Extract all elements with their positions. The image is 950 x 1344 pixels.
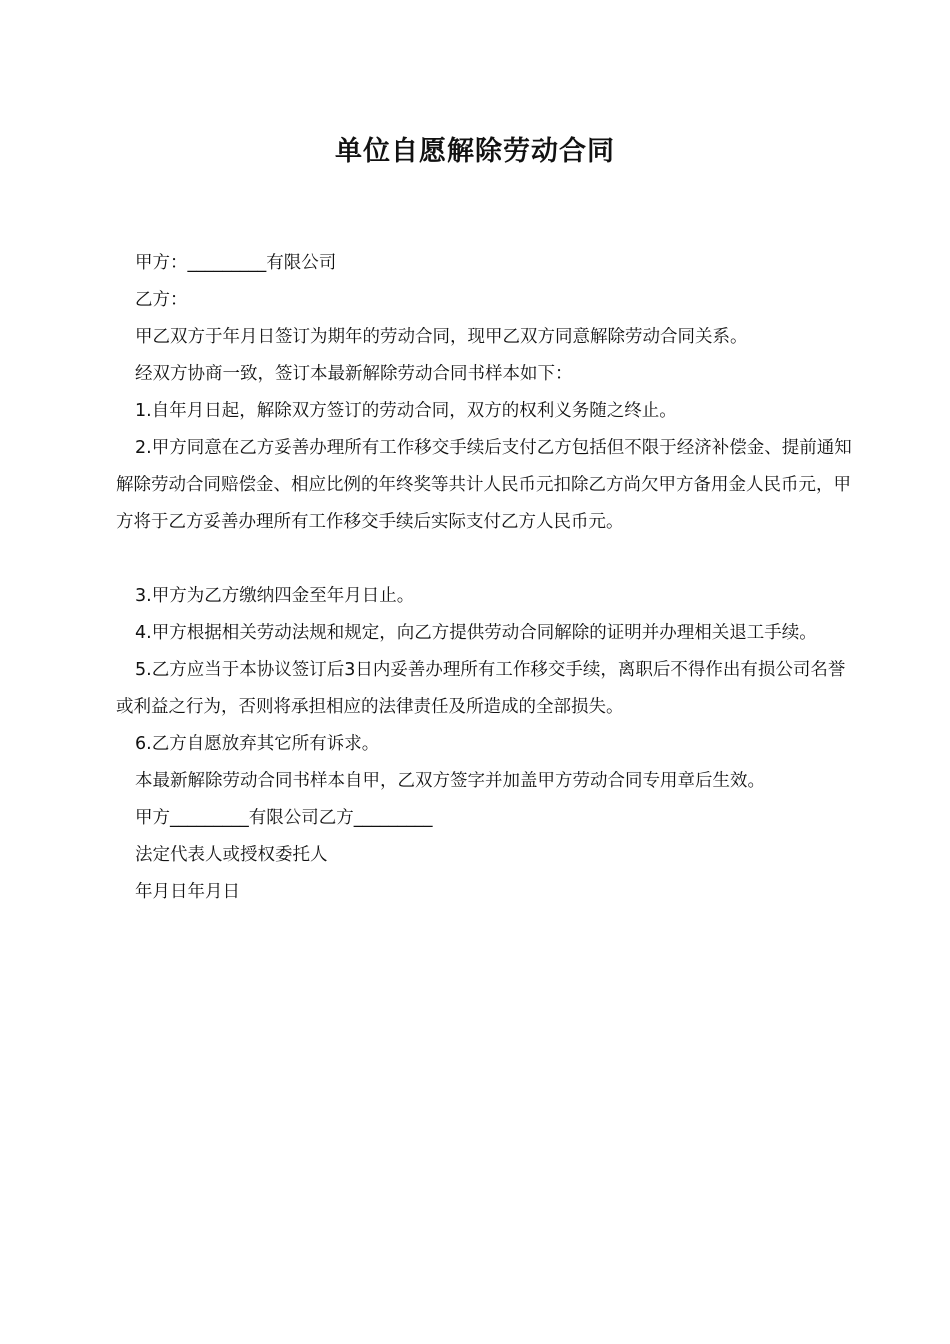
clause-2: 2.甲方同意在乙方妥善办理所有工作移交手续后支付乙方包括但不限于经济补偿金、提前通知解除劳动合同赔偿金、相应比例的年终奖等共计人民币元扣除乙方尚欠甲方备用金人民币元，甲方将于乙方妥善办理所有工作移交手续后实际支付乙方人民币元。	[116, 438, 852, 532]
effective-paragraph: 本最新解除劳动合同书样本自甲，乙双方签字并加盖甲方劳动合同专用章后生效。	[135, 771, 765, 791]
paragraph-gap	[116, 541, 852, 578]
document-title: 单位自愿解除劳动合同	[335, 136, 615, 167]
clause-3: 3.甲方为乙方缴纳四金至年月日止。	[135, 586, 415, 606]
signature-parties-line: 甲方_________有限公司乙方_________	[135, 808, 433, 828]
representative-line: 法定代表人或授权委托人	[135, 845, 328, 865]
party-a-line: 甲方：_________有限公司	[135, 253, 337, 273]
clause-1: 1.自年月日起，解除双方签订的劳动合同，双方的权利义务随之终止。	[135, 401, 677, 421]
agreement-paragraph: 经双方协商一致，签订本最新解除劳动合同书样本如下：	[135, 364, 573, 384]
clause-6: 6.乙方自愿放弃其它所有诉求。	[135, 734, 380, 754]
date-line: 年月日年月日	[135, 882, 240, 902]
document-body	[116, 245, 852, 911]
intro-paragraph: 甲乙双方于年月日签订为期年的劳动合同，现甲乙双方同意解除劳动合同关系。	[135, 327, 748, 347]
clause-4: 4.甲方根据相关劳动法规和规定，向乙方提供劳动合同解除的证明并办理相关退工手续。	[135, 623, 817, 643]
clause-5: 5.乙方应当于本协议签订后3日内妥善办理所有工作移交手续，离职后不得作出有损公司名誉或利益之行为，否则将承担相应的法律责任及所造成的全部损失。	[116, 660, 846, 717]
party-b-line: 乙方：	[135, 290, 188, 310]
